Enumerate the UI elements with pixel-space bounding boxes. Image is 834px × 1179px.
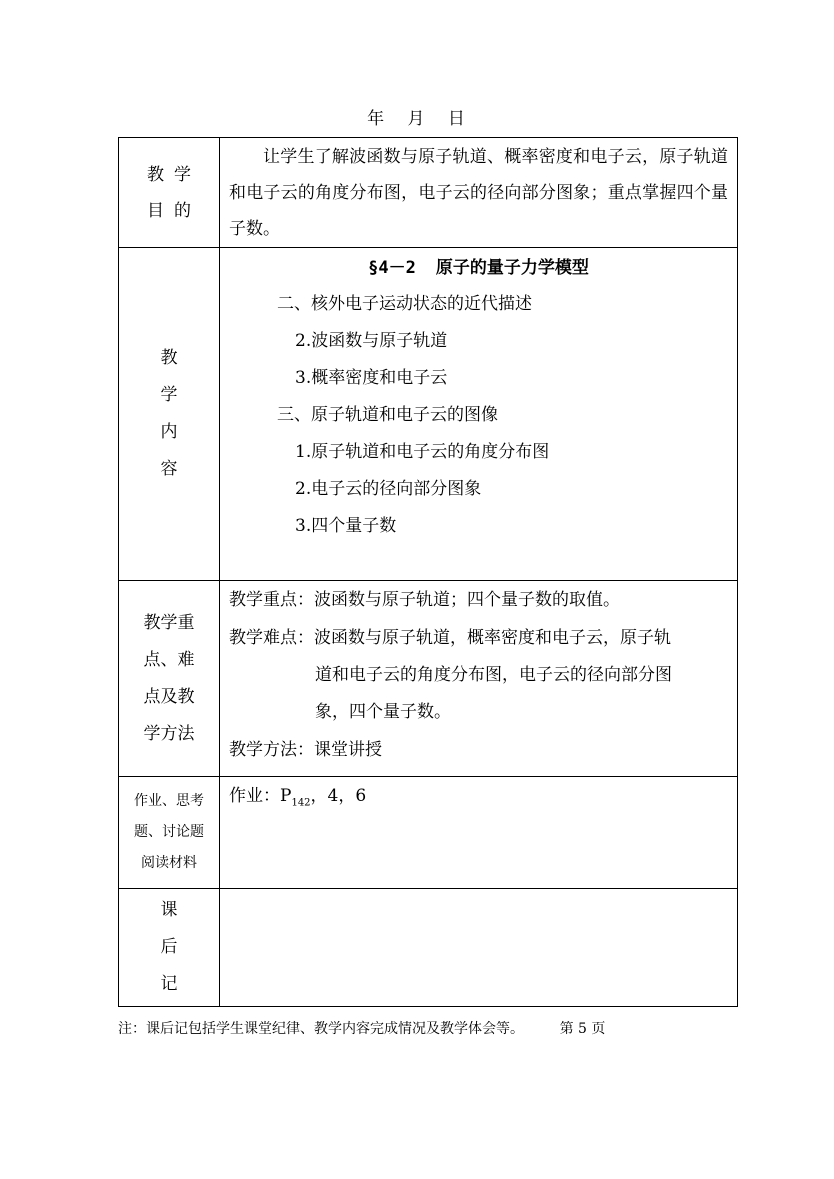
difficult-points-continued: 道和电子云的角度分布图，电子云的径向部分图 bbox=[315, 665, 672, 685]
teaching-content bbox=[220, 248, 737, 580]
label-key-points: 教学重 点、难 点及教 学方法 bbox=[119, 581, 220, 776]
date-line: 年 月 日 bbox=[367, 109, 467, 129]
teaching-method-line: 教学方法：课堂讲授 bbox=[229, 740, 382, 760]
after-class-notes-content bbox=[220, 889, 737, 1006]
row-key-points bbox=[119, 580, 737, 776]
row-teaching-goal bbox=[119, 138, 737, 247]
content-item: 2.波函数与原子轨道 bbox=[295, 331, 448, 351]
difficult-points-line: 教学难点：波函数与原子轨道，概率密度和电子云，原子轨 bbox=[229, 628, 671, 648]
content-item: 二、核外电子运动状态的近代描述 bbox=[277, 294, 532, 314]
page-subscript: 142 bbox=[291, 797, 311, 809]
footer-note: 注：课后记包括学生课堂纪律、教学内容完成情况及教学体会等。 第 5 页 bbox=[118, 1021, 606, 1037]
lesson-table bbox=[118, 137, 738, 1007]
section-name: 原子的量子力学模型 bbox=[435, 258, 589, 278]
row-after-class-notes bbox=[119, 888, 737, 1006]
content-item: 3.概率密度和电子云 bbox=[295, 368, 448, 388]
teaching-goal-text: 让学生了解波函数与原子轨道、概率密度和电子云，原子轨道和电子云的角度分布图，电子云的径向部分图象；重点掌握四个量子数。 bbox=[229, 147, 728, 239]
page-number: 第 5 页 bbox=[559, 1021, 606, 1037]
key-points-content bbox=[220, 581, 737, 776]
section-number: §4－2 bbox=[368, 258, 416, 278]
content-item: 三、原子轨道和电子云的图像 bbox=[277, 405, 498, 425]
label-after-class-notes: 课 后 记 bbox=[119, 889, 220, 1006]
label-homework: 作业、思考 题、讨论题 阅读材料 bbox=[119, 777, 220, 888]
content-item: 1.原子轨道和电子云的角度分布图 bbox=[295, 442, 550, 462]
content-item: 2.电子云的径向部分图象 bbox=[295, 479, 482, 499]
key-points-line: 教学重点：波函数与原子轨道；四个量子数的取值。 bbox=[229, 590, 620, 610]
row-homework bbox=[119, 776, 737, 888]
content-item: 3.四个量子数 bbox=[295, 516, 397, 536]
label-teaching-goal: 教学 目的 bbox=[119, 138, 220, 247]
section-title bbox=[229, 250, 728, 286]
homework-content: 作业：$P_{142}$，4，6 bbox=[229, 786, 367, 809]
row-teaching-content bbox=[119, 247, 737, 580]
difficult-points-continued: 象，四个量子数。 bbox=[315, 702, 451, 722]
label-teaching-content: 教 学 内 容 bbox=[119, 248, 220, 580]
